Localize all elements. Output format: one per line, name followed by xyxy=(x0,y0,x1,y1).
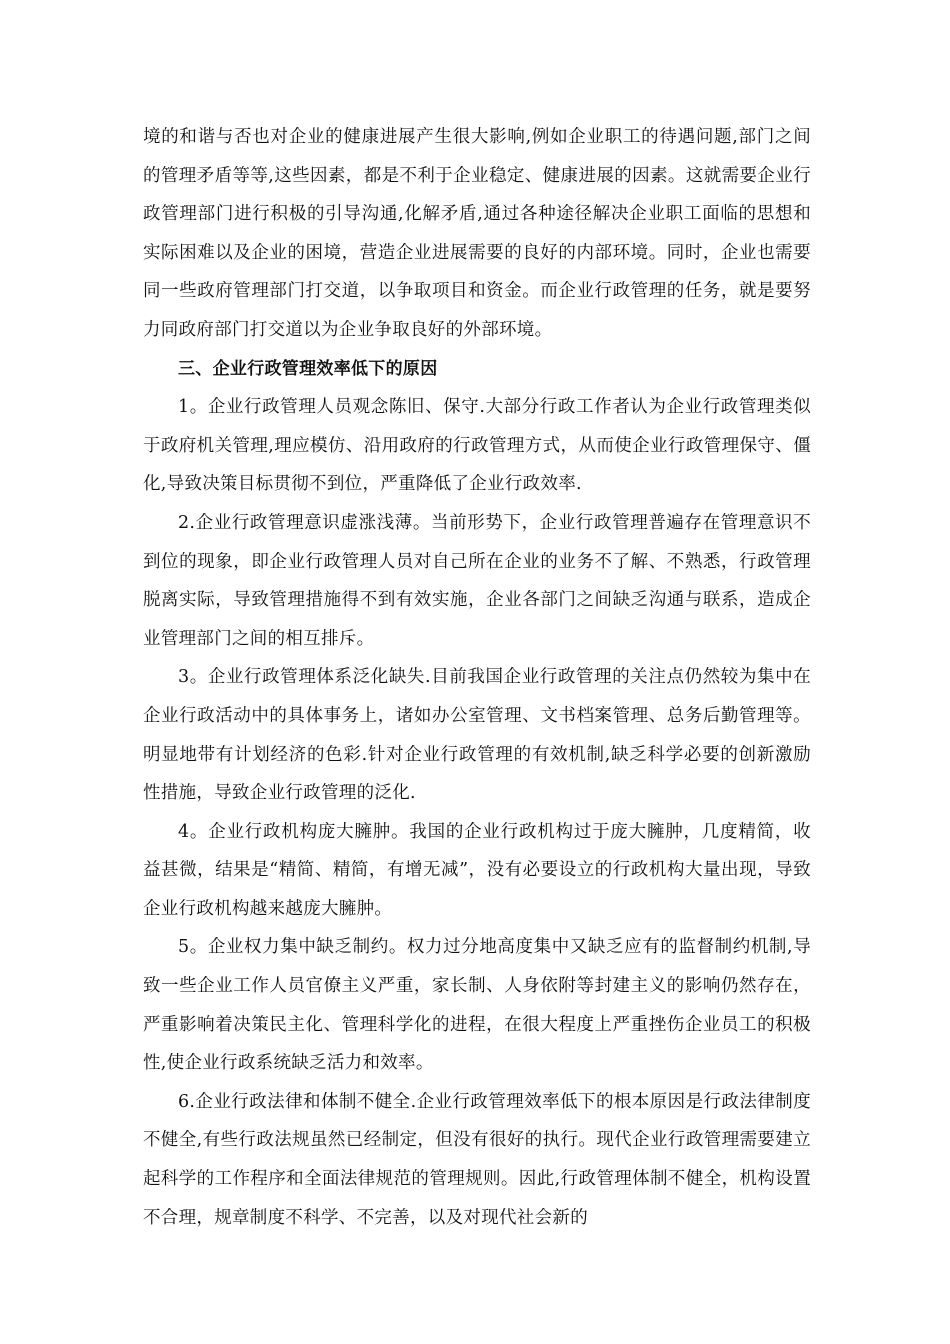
section-heading: 三、企业行政管理效率低下的原因 xyxy=(178,358,438,379)
paragraph-intro-continuation: 境的和谐与否也对企业的健康进展产生很大影响,例如企业职工的待遇问题,部门之间的管理矛盾等等,这些因素，都是不利于企业稳定、健康进展的因素。这就需要企业行政管理部门进行积极的引导沟通,化解矛盾,通过各种途径解决企业职工面临的思想和实际困难以及企业的困境，营造企业进展需要的良好的内部环境。同时，企业也需要同一些政府管理部门打交道，以争取项目和资金。而企业行政管理的任务，就是要努力同政府部门打交道以为企业争取良好的外部环境。 xyxy=(143,127,811,340)
paragraph-reason-6: 6.企业行政法律和体制不健全.企业行政管理效率低下的根本原因是行政法律制度不健全,有些行政法规虽然已经制定，但没有很好的执行。现代企业行政管理需要建立起科学的工作程序和全面法律规范的管理规则。因此,行政管理体制不健全，机构设置不合理，规章制度不科学、不完善，以及对现代社会新的 xyxy=(143,1091,811,1228)
paragraph-reason-3: 3。企业行政管理体系泛化缺失.目前我国企业行政管理的关注点仍然较为集中在企业行政活动中的具体事务上，诸如办公室管理、文书档案管理、总务后勤管理等。明显地带有计划经济的色彩.针对企业行政管理的有效机制,缺乏科学必要的创新激励性措施，导致企业行政管理的泛化. xyxy=(143,667,811,804)
paragraph-reason-1: 1。企业行政管理人员观念陈旧、保守.大部分行政工作者认为企业行政管理类似于政府机关管理,理应模仿、沿用政府的行政管理方式，从而使企业行政管理保守、僵化,导致决策目标贯彻不到位，严重降低了企业行政效率. xyxy=(143,397,811,495)
document-page xyxy=(143,118,811,1237)
paragraph-reason-5: 5。企业权力集中缺乏制约。权力过分地高度集中又缺乏应有的监督制约机制,导致一些企业工作人员官僚主义严重，家长制、人身依附等封建主义的影响仍然存在，严重影响着决策民主化、管理科学化的进程，在很大程度上严重挫伤企业员工的积极性,使企业行政系统缺乏活力和效率。 xyxy=(143,937,811,1074)
paragraph-reason-2: 2.企业行政管理意识虚涨浅薄。当前形势下，企业行政管理普遍存在管理意识不到位的现象，即企业行政管理人员对自己所在企业的业务不了解、不熟悉，行政管理脱离实际，导致管理措施得不到有效实施，企业各部门之间缺乏沟通与联系，造成企业管理部门之间的相互排斥。 xyxy=(143,512,811,649)
paragraph-reason-4: 4。企业行政机构庞大臃肿。我国的企业行政机构过于庞大臃肿，几度精简，收益甚微，结果是“精简、精简，有增无减”，没有必要设立的行政机构大量出现，导致企业行政机构越来越庞大臃肿。 xyxy=(143,821,811,919)
